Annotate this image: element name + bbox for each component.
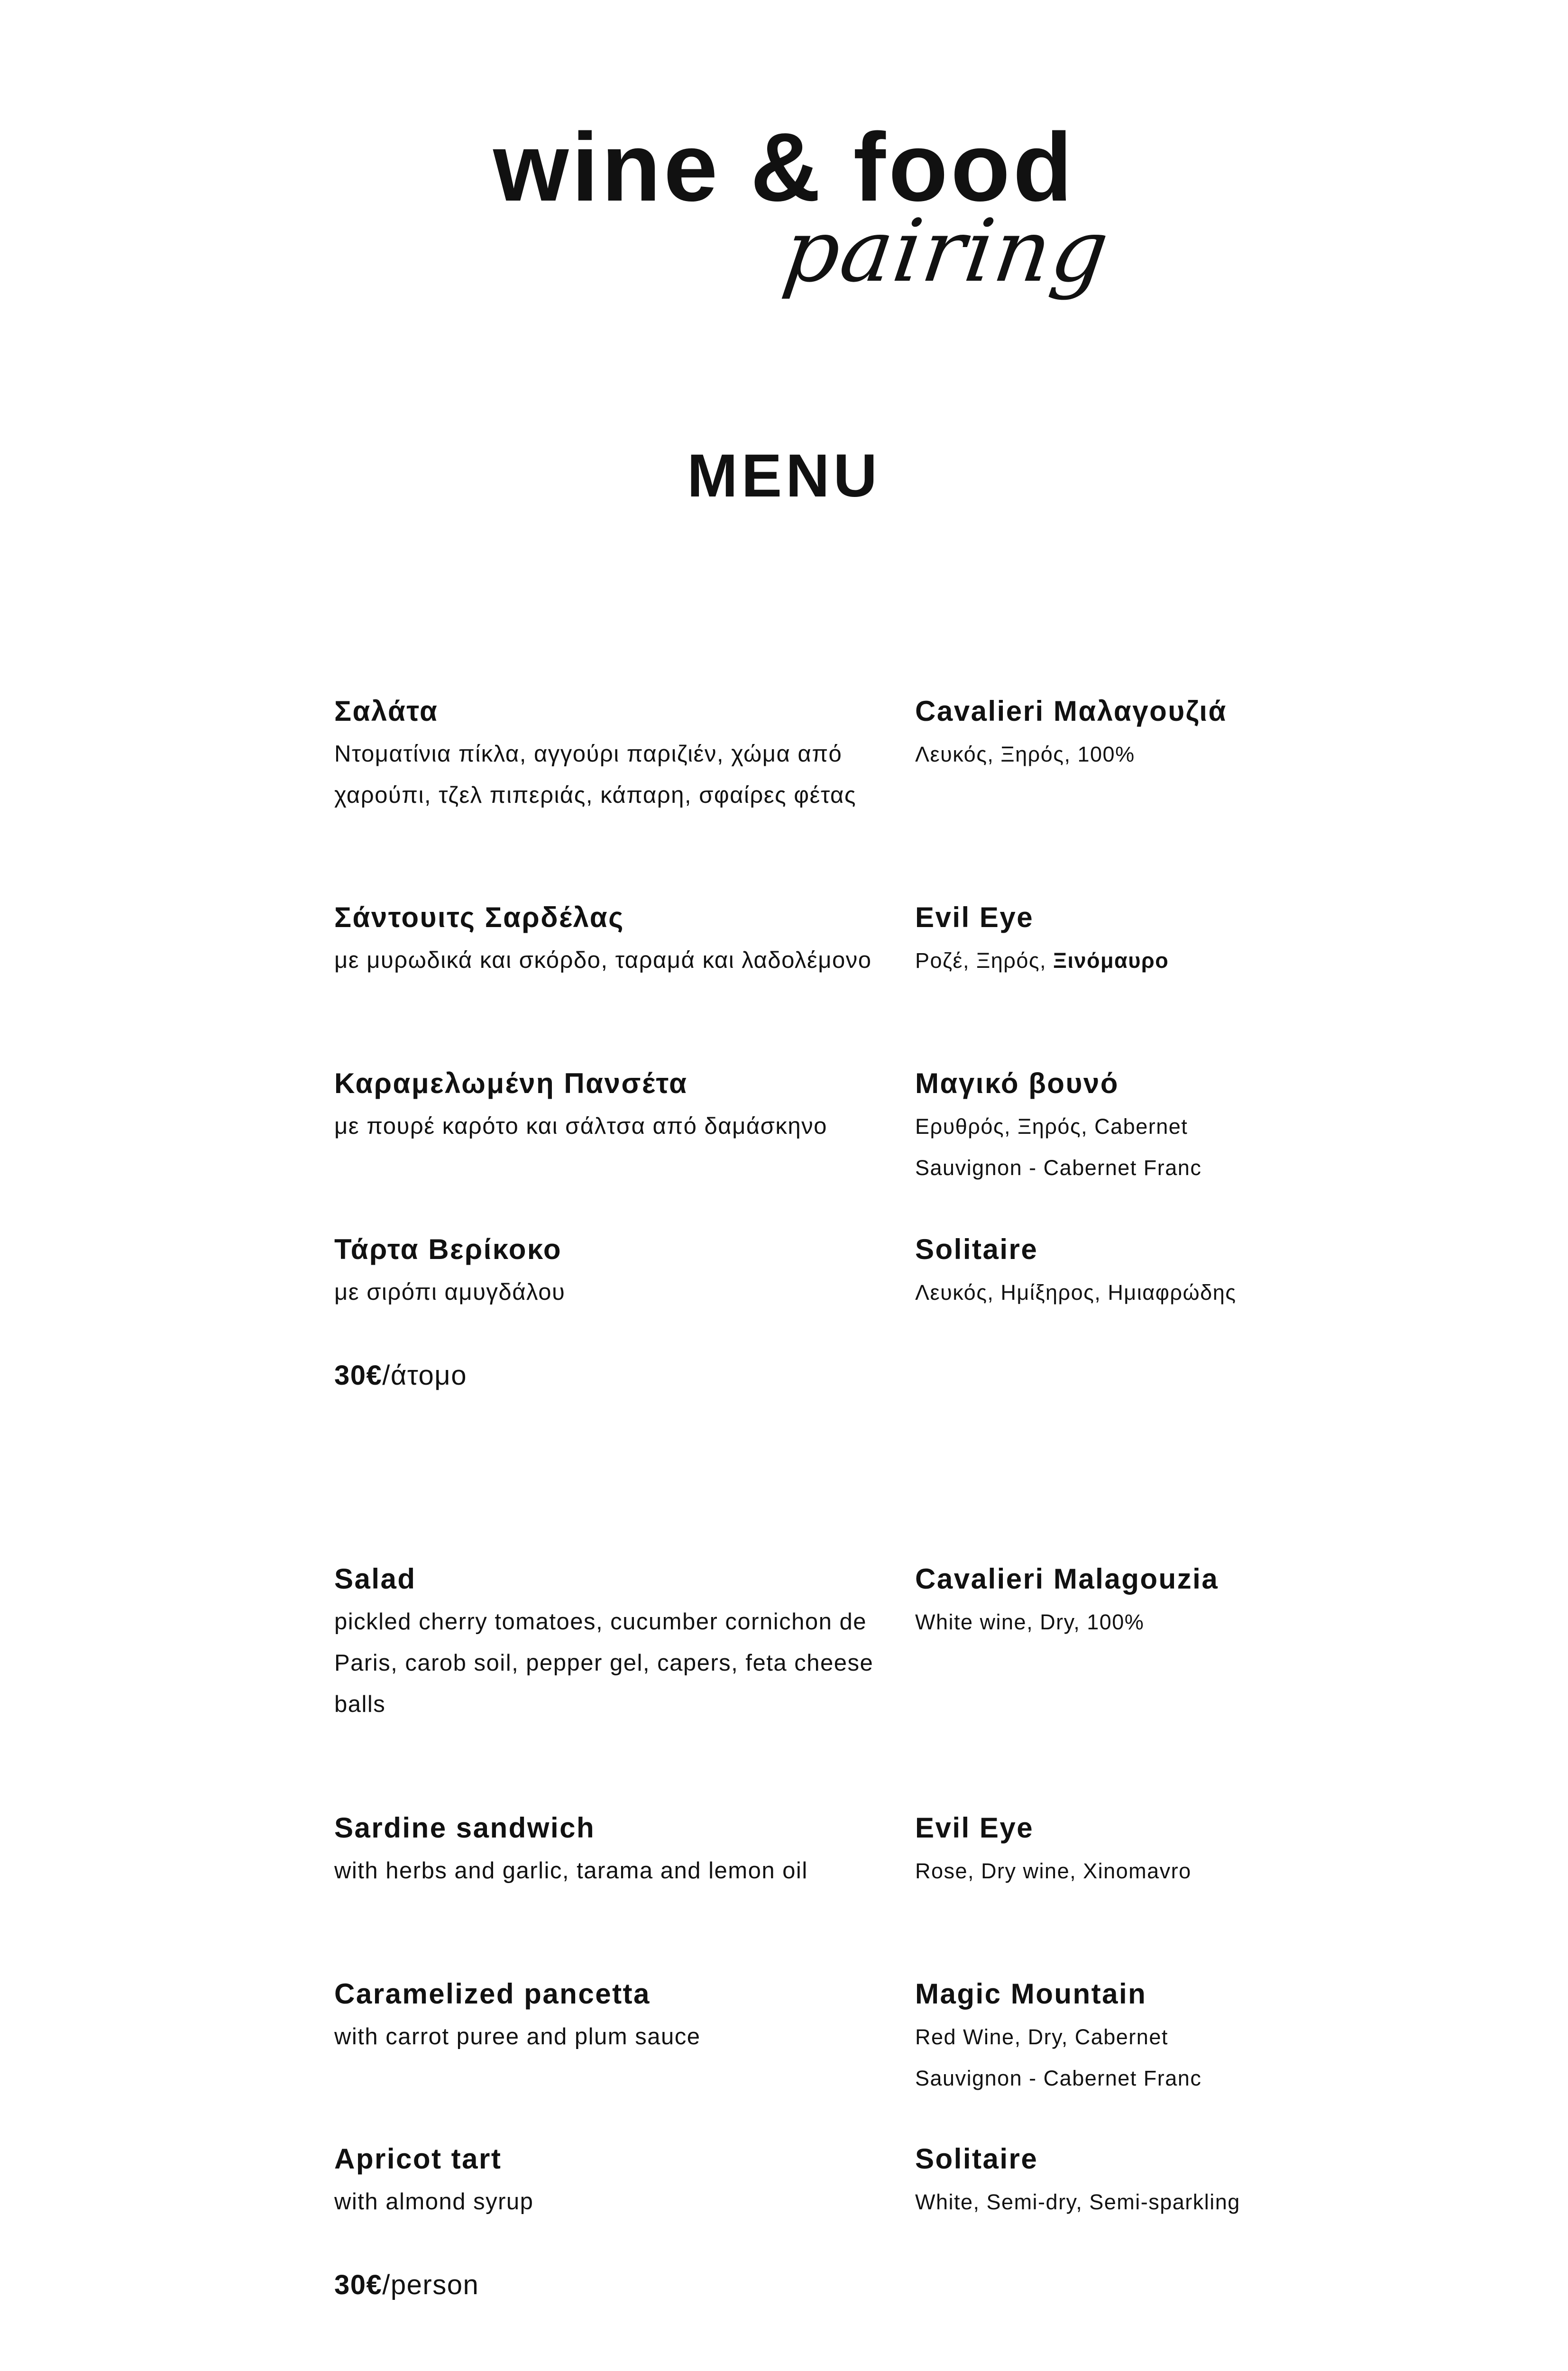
wine-title: Cavalieri Μαλαγουζιά: [915, 695, 1227, 727]
dish-title: Apricot tart: [334, 2143, 502, 2175]
wine-description: Λευκός, Ημίξηρος, Ημιαφρώδης: [915, 1280, 1237, 1305]
dish-title: Καραμελωμένη Πανσέτα: [334, 1067, 688, 1099]
dish: [334, 901, 917, 981]
dish-description: με σιρόπι αμυγδάλου: [334, 1279, 566, 1305]
wine-description: White wine, Dry, 100%: [915, 1610, 1145, 1634]
wine-description-text: Ροζέ, Ξηρός,: [915, 948, 1054, 973]
dish-title: Τάρτα Βερίκοκο: [334, 1233, 562, 1265]
price-amount: 30€: [334, 2270, 383, 2300]
wine: [915, 1233, 1294, 1313]
dish-description: with carrot puree and plum sauce: [334, 2024, 701, 2049]
dish: [334, 1811, 917, 1892]
wine: [915, 901, 1294, 981]
dish: [334, 1233, 917, 1313]
dish: [334, 1562, 917, 1725]
price: [334, 1362, 467, 1389]
wine: [915, 1811, 1294, 1892]
dish: [334, 2142, 917, 2223]
logo-main-text: wine & food: [493, 113, 1075, 221]
wine: [915, 1067, 1294, 1188]
dish-title: Salad: [334, 1563, 416, 1595]
wine: [915, 695, 1294, 775]
price: [334, 2271, 479, 2299]
wine-description: White, Semi-dry, Semi-sparkling: [915, 2190, 1240, 2214]
dish-description: with almond syrup: [334, 2189, 534, 2215]
wine-title: Solitaire: [915, 1233, 1038, 1265]
wine-description: Rose, Dry wine, Xinomavro: [915, 1859, 1192, 1883]
wine-title: Magic Mountain: [915, 1978, 1147, 2010]
dish-title: Sardine sandwich: [334, 1812, 596, 1844]
wine-title: Evil Eye: [915, 901, 1034, 933]
dish: [334, 1067, 917, 1147]
wine: [915, 1977, 1294, 2099]
wine-description: Λευκός, Ξηρός, 100%: [915, 742, 1135, 766]
wine-title: Cavalieri Malagouzia: [915, 1563, 1219, 1595]
dish-description: με πουρέ καρότο και σάλτσα από δαμάσκηνο: [334, 1113, 827, 1139]
logo-script-text: pairing: [778, 201, 1116, 301]
dish-title: Σαλάτα: [334, 695, 439, 727]
wine-title: Evil Eye: [915, 1812, 1034, 1844]
price-unit: /άτομο: [382, 1360, 467, 1391]
wine-description: Ερυθρός, Ξηρός, Cabernet Sauvignon - Cabernet Franc: [915, 1114, 1202, 1180]
dish-description: Ντοματίνια πίκλα, αγγούρι παριζιέν, χώμα από χαρούπι, τζελ πιπεριάς, κάπαρη, σφαίρες φέτας: [334, 741, 856, 808]
dish-description: pickled cherry tomatoes, cucumber cornichon de Paris, carob soil, pepper gel, capers, feta cheese balls: [334, 1609, 874, 1717]
wine-title: Solitaire: [915, 2143, 1038, 2175]
dish: [334, 695, 917, 816]
dish-description: με μυρωδικά και σκόρδο, ταραμά και λαδολέμονο: [334, 947, 872, 973]
wine: [915, 1562, 1294, 1643]
wine-description: [915, 940, 1294, 981]
wine-grape-bold: Ξινόμαυρο: [1053, 948, 1169, 973]
menu-title: MENU: [687, 442, 881, 510]
wine-description: Red Wine, Dry, Cabernet Sauvignon - Cabernet Franc: [915, 2025, 1202, 2090]
price-amount: 30€: [334, 1360, 383, 1391]
wine: [915, 2142, 1294, 2223]
dish-title: Σάντουιτς Σαρδέλας: [334, 901, 624, 933]
wine-title: Μαγικό βουνό: [915, 1067, 1119, 1099]
dish-title: Caramelized pancetta: [334, 1978, 651, 2010]
dish: [334, 1977, 917, 2058]
dish-description: with herbs and garlic, tarama and lemon oil: [334, 1858, 808, 1884]
price-unit: /person: [382, 2270, 479, 2300]
